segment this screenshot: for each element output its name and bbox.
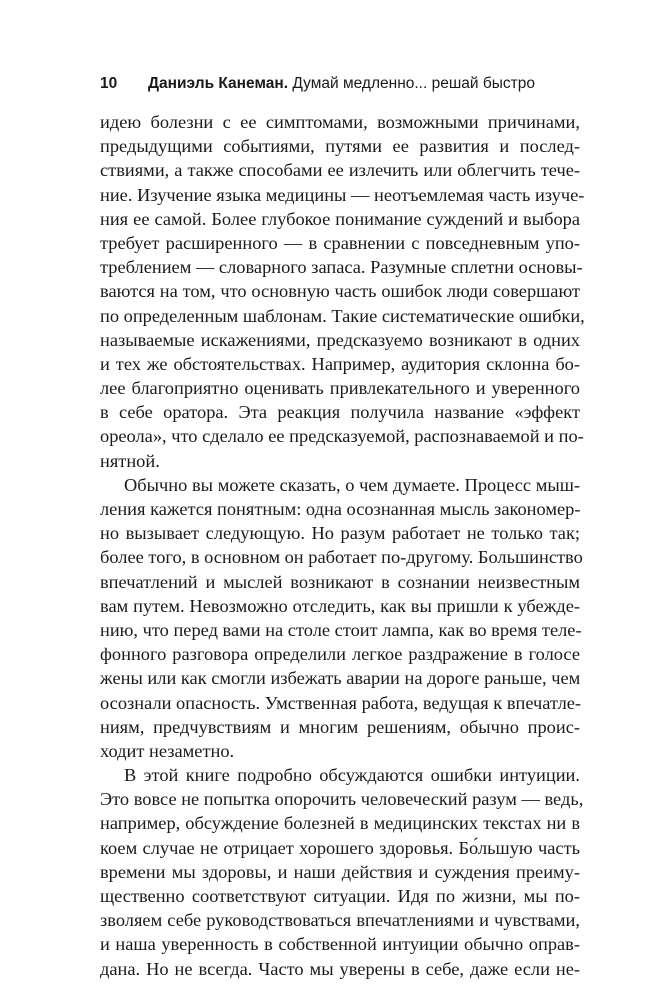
text-line: по определенным шаблонам. Такие систематические ошибки, <box>100 305 585 326</box>
text-line: зволяем себе руководствоваться впечатлениями и чувствами, <box>100 910 580 931</box>
text-line: ореола», что сделало ее предсказуемой, распознаваемой и по- <box>100 426 584 447</box>
text-line: коем случае не отрицает хорошего здоровья. Бо́льшую часть <box>100 837 580 858</box>
text-line: ния ее самой. Более глубокое понимание суждений и выбора <box>100 208 580 229</box>
text-line: жены или как смогли избежать аварии на дороге раньше, чем <box>100 668 581 689</box>
text-line: ваются на том, что основную часть ошибок люди совершают <box>100 281 580 302</box>
text-line: треблением — словарного запаса. Разумные сплетни основы- <box>100 257 583 278</box>
text-line: ствиями, а также способами ее излечить или облегчить тече- <box>100 160 580 181</box>
text-line: ходит незаметно. <box>100 740 235 761</box>
text-line: нятной. <box>100 450 160 471</box>
text-line: ниям, предчувствиям и многим решениям, обычно проис- <box>100 716 580 737</box>
text-line: осознали опасность. Умственная работа, ведущая к впечатле- <box>100 692 582 713</box>
text-line: щественно соответствуют ситуации. Идя по жизни, мы по- <box>100 886 580 906</box>
paragraph <box>100 763 584 981</box>
book-title: Думай медленно... решай быстро <box>292 75 535 92</box>
text-line: требует расширенного — в сравнении с повседневным упо- <box>100 232 580 253</box>
text-line: и тех же обстоятельствах. Например, аудитория склонна бо- <box>100 353 580 374</box>
author-name: Даниэль Канеман. <box>148 75 289 92</box>
text-line: Это вовсе не попытка опорочить человеческий разум — ведь, <box>100 789 584 810</box>
text-line: лее благоприятно оценивать привлекательного и уверенного <box>100 378 580 399</box>
text-line: впечатлений и мыслей возникают в сознании неизвестным <box>100 571 580 592</box>
running-head <box>100 74 580 94</box>
text-line: вам путем. Невозможно отследить, как вы пришли к убежде- <box>100 595 580 616</box>
text-line: ления кажется понятным: одна осознанная мысль закономер- <box>100 499 581 519</box>
text-line: и наша уверенность в собственной интуиции обычно оправ- <box>100 934 580 955</box>
text-line: фонного разговора определили легкое раздражение в голосе <box>100 644 580 665</box>
text-line: называемые искажениями, предсказуемо возникают в одних <box>100 329 580 350</box>
text-line: например, обсуждение болезней в медицинских текстах ни в <box>100 813 580 834</box>
paragraph <box>100 473 583 763</box>
text-line: но вызывает следующую. Но разум работает не только так; <box>100 523 580 544</box>
text-line: В этой книге подробно обсуждаются ошибки интуиции. <box>124 765 580 786</box>
text-line: времени мы здоровы, и наши действия и суждения преиму- <box>100 861 580 882</box>
body-text <box>100 110 585 981</box>
text-line: дана. Но не всегда. Часто мы уверены в себе, даже если не- <box>100 958 580 979</box>
text-line: идею болезни с ее симптомами, возможными причинами, <box>100 112 580 132</box>
text-line: более того, в основном он работает по-другому. Большинство <box>100 547 583 568</box>
text-line: предыдущими событиями, путями ее развития и послед- <box>100 136 580 157</box>
text-line: ние. Изучение языка медицины — неотъемлемая часть изуче- <box>100 184 585 205</box>
text-line: нию, что перед вами на столе стоит лампа, как во время теле- <box>100 619 582 640</box>
text-line: в себе оратора. Эта реакция получила название «эффект <box>100 402 580 423</box>
text-line: Обычно вы можете сказать, о чем думаете. Процесс мыш- <box>124 474 580 495</box>
page-number: 10 <box>100 75 118 92</box>
paragraph <box>100 110 585 473</box>
